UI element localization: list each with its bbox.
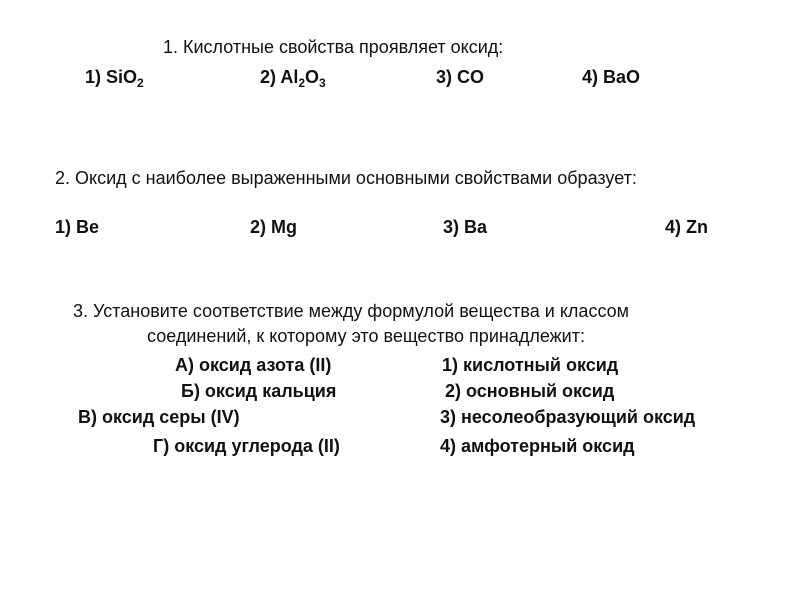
q1-option-2-text: 2) Al	[260, 67, 299, 87]
q2-option-1: 1) Be	[55, 217, 100, 237]
q3-left-item-b: Б) оксид кальция	[181, 381, 337, 401]
q3-right-item-1: 1) кислотный оксид	[442, 355, 619, 375]
q1-option-3: 3) CO	[436, 67, 485, 87]
q1-option-2	[260, 67, 326, 88]
q3-left-item-v: В) оксид серы (IV)	[78, 407, 240, 427]
q2-question: 2. Оксид с наиболее выраженными основными свойствами образует:	[55, 168, 637, 188]
q1-option-2-mid: O	[305, 67, 320, 87]
q2-option-4: 4) Zn	[665, 217, 708, 237]
q3-right-item-2: 2) основный оксид	[445, 381, 615, 401]
q3-question-line-1: 3. Установите соответствие между формулой вещества и классом	[73, 301, 630, 321]
q1-option-1	[85, 67, 144, 88]
q1-option-2-subscript-2: 3	[319, 76, 326, 90]
q3-question-line-2: соединений, к которому это вещество принадлежит:	[147, 326, 585, 346]
q3-right-item-3: 3) несолеобразующий оксид	[440, 407, 696, 427]
q1-option-1-subscript: 2	[137, 76, 144, 90]
q1-option-1-text: 1) SiO	[85, 67, 138, 87]
q3-left-item-g: Г) оксид углерода (II)	[153, 436, 340, 456]
q3-right-item-4: 4) амфотерный оксид	[440, 436, 635, 456]
q1-option-2-subscript-1: 2	[298, 76, 306, 90]
q2-option-3: 3) Ba	[443, 217, 488, 237]
q1-option-4: 4) BaO	[582, 67, 641, 87]
q1-question: 1. Кислотные свойства проявляет оксид:	[163, 37, 504, 57]
q3-left-item-a: А) оксид азота (II)	[175, 355, 332, 375]
q2-option-2: 2) Mg	[250, 217, 297, 237]
